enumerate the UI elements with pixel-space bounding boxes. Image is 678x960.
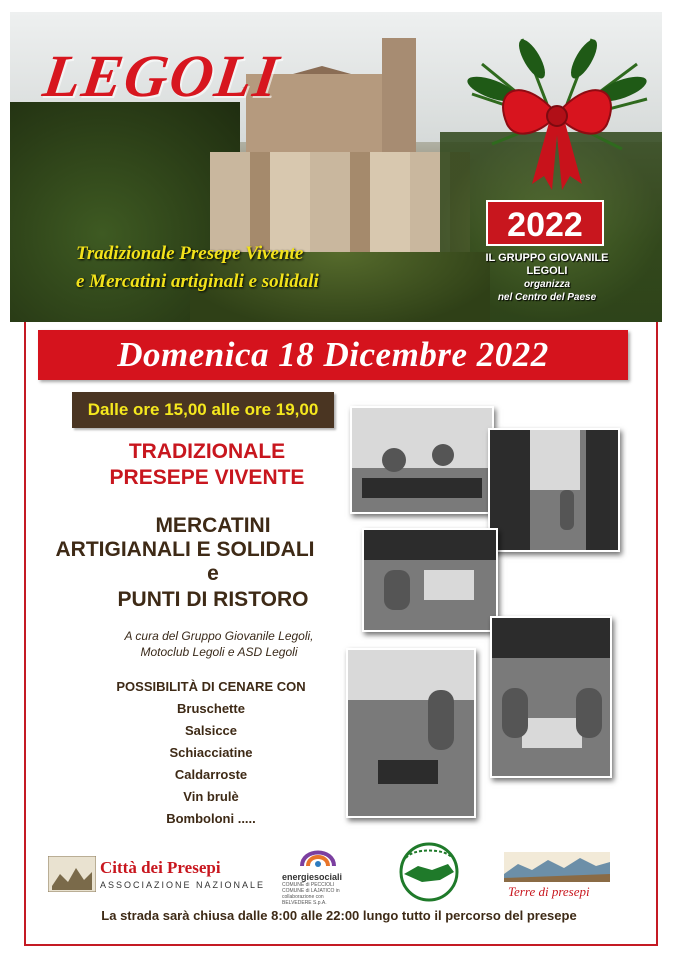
org-line-4: nel Centro del Paese [497,292,597,303]
header-photo [10,12,662,322]
energiesociali-name: energiesociali [282,872,343,882]
subtitle-line-2: e Mercatini artiginali e solidali [76,271,319,292]
hours-box [72,392,334,428]
header-subtitle [76,240,319,296]
dinner-item: Caldarroste [174,767,248,782]
terre-di-presepi-name: Terre di presepi [508,884,590,899]
bell-tower [382,38,416,154]
program-title-2: PRESEPE VIVENTE [109,466,305,489]
photo-market-stall [362,528,498,632]
citta-dei-presepi-subtitle: ASSOCIAZIONE NAZIONALE [100,880,266,890]
org-line-2: LEGOLI [526,265,568,277]
credits-line-2: Motoclub Legoli e ASD Legoli [140,645,298,659]
date-text: Domenica 18 Dicembre 2022 [117,335,549,374]
market-line-2: ARTIGIANALI E SOLIDALI [55,538,315,561]
town-title: LEGOLI [39,43,285,109]
energiesociali-logo [296,842,340,872]
citta-dei-presepi-title: Città dei Presepi [100,858,221,877]
and-text: e [207,562,219,585]
dinner-item: Salsicce [184,723,238,738]
dinner-item: Vin brulè [183,789,239,804]
photo-nativity-table [350,406,494,514]
photo-village-street [488,428,620,552]
citta-dei-presepi-logo [48,856,96,892]
photo-shepherd-fire [346,648,476,818]
hours-text: Dalle ore 15,00 alle ore 19,00 [87,400,319,419]
dinner-item: Bruschette [177,701,245,716]
org-line-3: organizza [523,279,571,290]
subtitle-line-1: Tradizionale Presepe Vivente [76,243,304,264]
road-closure-note: La strada sarà chiusa dalle 8:00 alle 22:00 lungo tutto il percorso del presepe [101,908,577,923]
christmas-bow-icon [462,34,652,194]
dinner-item: Bomboloni ..... [166,811,256,826]
market-line-1: MERCATINI [155,514,271,537]
terre-di-presepi-logo [504,852,610,882]
credits-line-1: A cura del Gruppo Giovanile Legoli, [124,629,314,643]
energiesociali-partners: COMUNE di PECCIOLI COMUNE di LAJATICO in collaborazione con BELVEDERE S.p.A. [282,882,340,906]
photo-dinner-scene [490,616,612,778]
dinner-item: Schiacciatine [169,745,253,760]
year-badge: 2022 [486,200,604,246]
dinner-heading: POSSIBILITÀ DI CENARE CON [116,679,306,694]
gruppo-giovanile-legoli-logo [392,840,466,904]
org-line-1: IL GRUPPO GIOVANILE [485,252,609,264]
food-points: PUNTI DI RISTORO [117,588,309,611]
organizer-block [462,252,632,304]
date-banner [38,330,628,380]
credits [84,628,354,660]
program-title-1: TRADIZIONALE [128,440,286,463]
